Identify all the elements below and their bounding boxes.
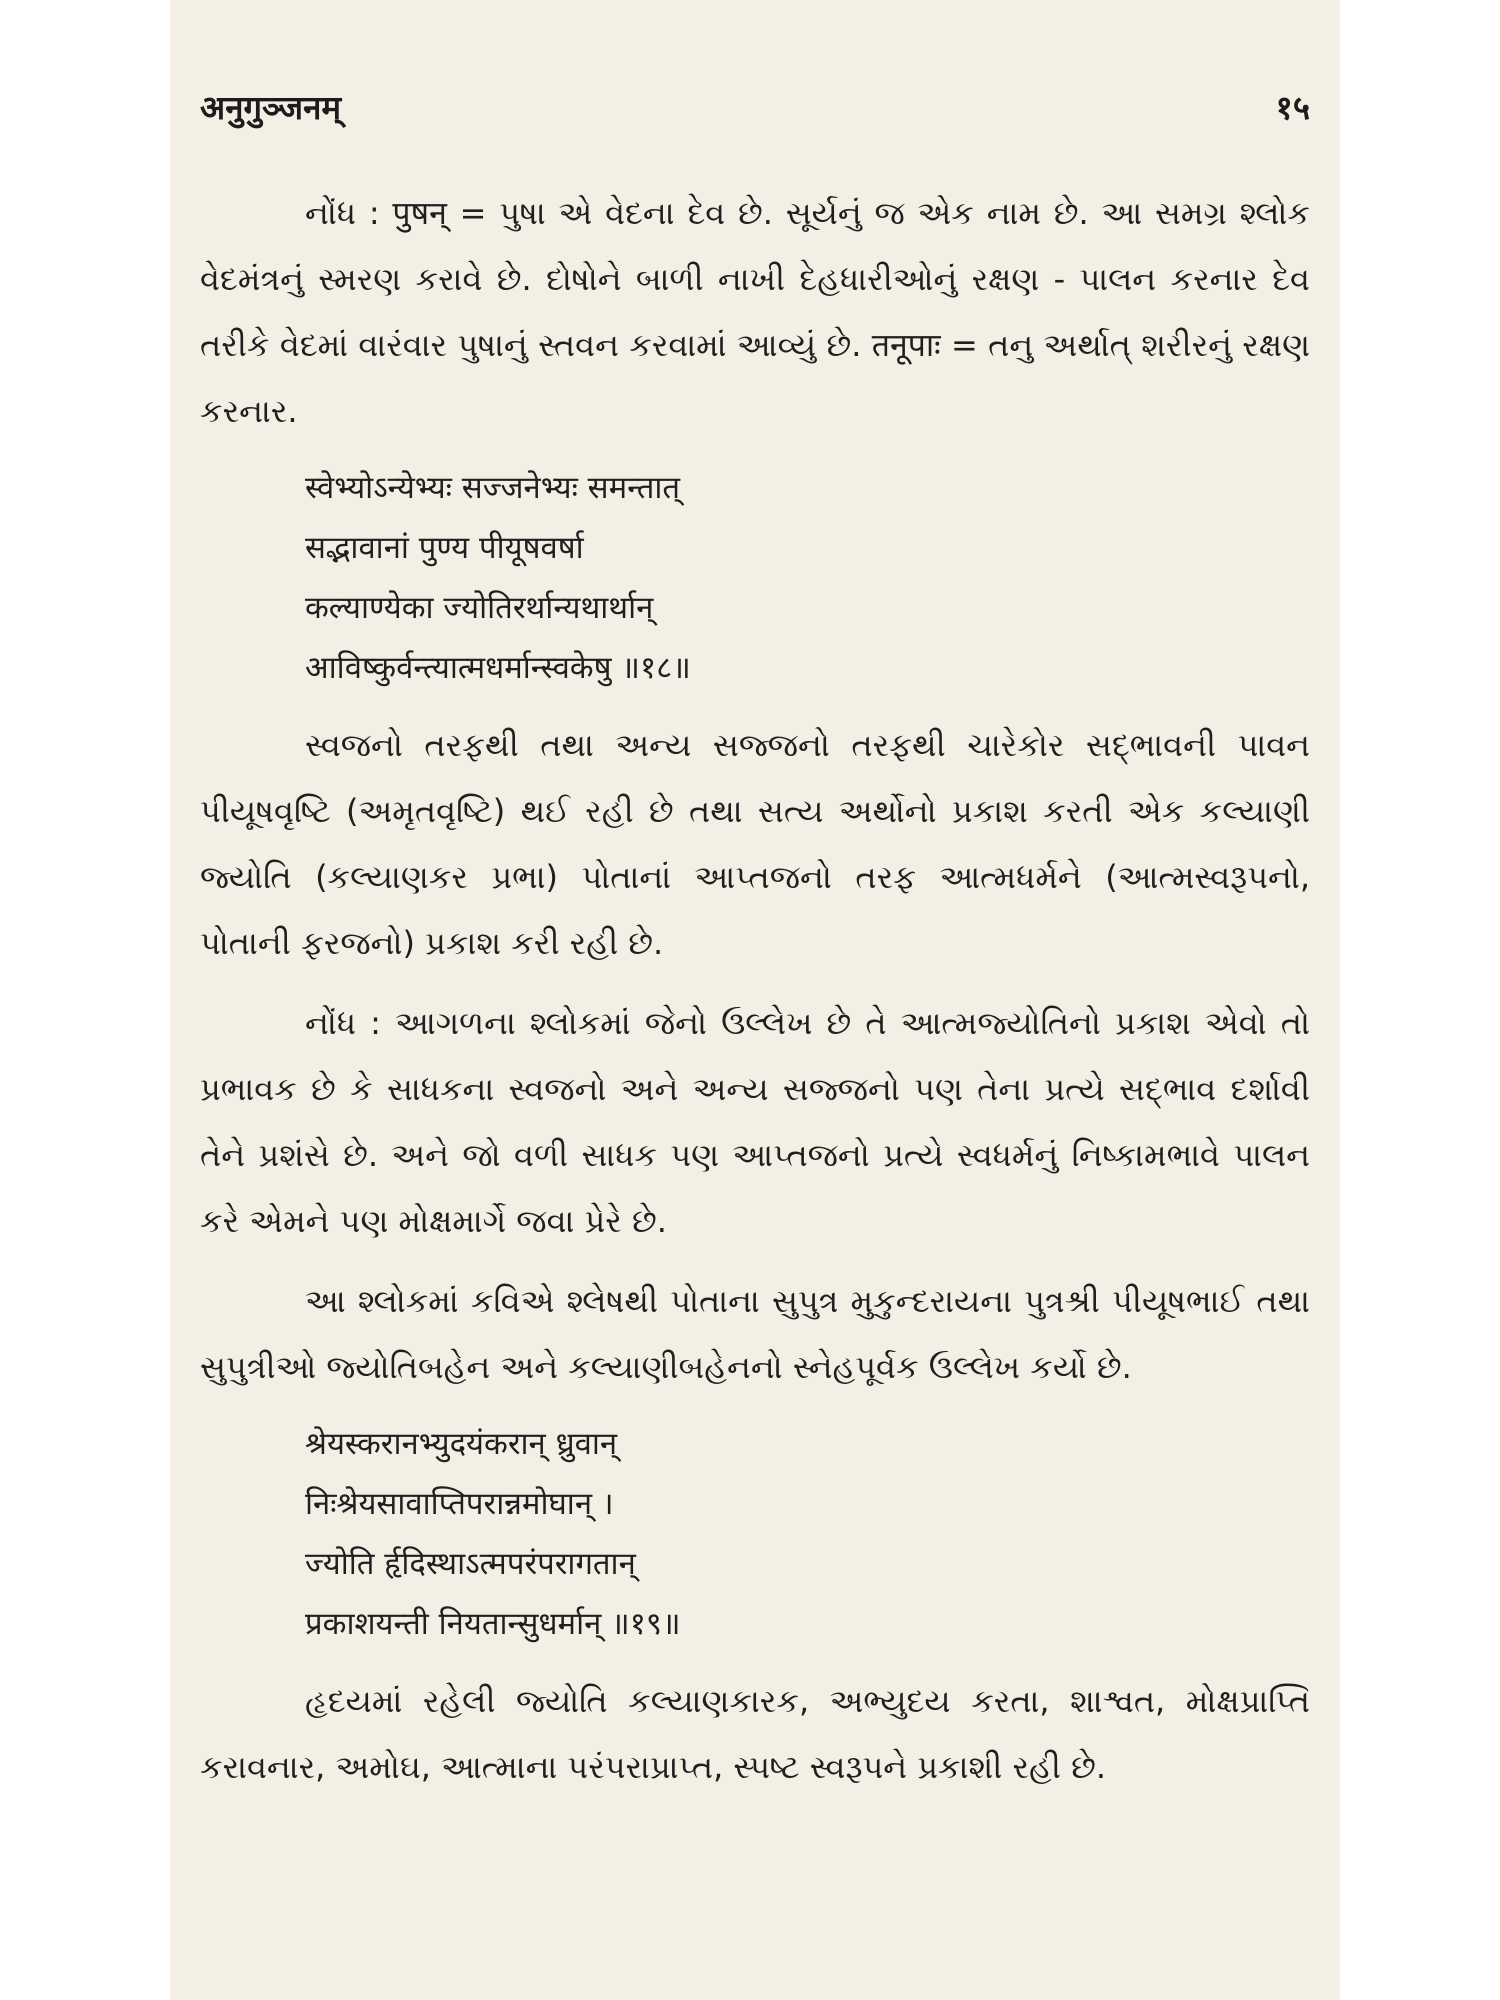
page-header <box>200 84 1310 144</box>
verse-line: ज्योति र्हृदिस्थाऽत्मपरंपरागतान् <box>305 1546 636 1582</box>
note-paragraph: નોંધ : આગળના શ્લોકમાં જેનો ઉલ્લેખ છે તે આત્મજ્યોતિનો પ્રકાશ એવો તો પ્રભાવક છે કે સાધકના સ્વજનો અને અન્ય સજ્જનો પણ તેના પ્રત્યે સદ્ભાવ દર્શાવી તેને પ્રશંસે છે. અને જો વળી સાધક પણ આપ્તજનો પ્રત્યે સ્વધર્મનું નિષ્કામભાવે પાલન કરે એમને પણ મોક્ષમાર્ગે જવા પ્રેરે છે. <box>200 1004 1310 1240</box>
verse-line: प्रकाशयन्ती नियतान्सुधर्मान् ॥१९॥ <box>305 1606 681 1642</box>
running-title: अनुगुञ्जनम् <box>200 88 342 127</box>
translation-paragraph: સ્વજનો તરફથી તથા અન્ય સજ્જનો તરફથી ચારેકોર સદ્ભાવની પાવન પીયૂષવૃષ્ટિ (અમૃતવૃષ્ટિ) થઈ રહી છે તથા સત્ય અર્થોનો પ્રકાશ કરતી એક કલ્યાણી જ્યોતિ (કલ્યાણકર પ્રભા) પોતાનાં આપ્તજનો તરફ આત્મધર્મને (આત્મસ્વરૂપનો, પોતાની ફરજનો) પ્રકાશ કરી રહી છે. <box>200 726 1310 962</box>
verse-line: सद्भावानां पुण्य पीयूषवर्षा <box>305 530 584 566</box>
verse-18 <box>305 458 1310 698</box>
page-number: १५ <box>1275 88 1310 127</box>
note-paragraph: નોંધ : पुषन् = પુષા એ વેદના દેવ છે. સૂર્યનું જ એક નામ છે. આ સમગ્ર શ્લોક વેદમંત્રનું સ્મરણ કરાવે છે. દોષોને બાળી નાખી દેહધારીઓનું રક્ષણ - પાલન કરનાર દેવ તરીકે વેદમાં વારંવાર પુષાનું સ્તવન કરવામાં આવ્યું છે. तनूपाः = તનુ અર્થાત્ શરીરનું રક્ષણ કરનાર. <box>200 194 1310 430</box>
page-body <box>200 180 1310 1814</box>
verse-line: आविष्कुर्वन्त्यात्मधर्मान्स्वकेषु ॥१८॥ <box>305 650 691 686</box>
verse-line: श्रेयस्करानभ्युदयंकरान् ध्रुवान् <box>305 1426 618 1462</box>
commentary-paragraph: આ શ્લોકમાં કવિએ શ્લેષથી પોતાના સુપુત્ર મુકુન્દરાયના પુત્રશ્રી પીયૂષભાઈ તથા સુપુત્રીઓ જ્યોતિબહેન અને કલ્યાણીબહેનનો સ્નેહપૂર્વક ઉલ્લેખ કર્યો છે. <box>200 1282 1310 1386</box>
book-page <box>170 0 1340 2000</box>
verse-line: कल्याण्येका ज्योतिरर्थान्यथार्थान् <box>305 590 654 626</box>
verse-line: स्वेभ्योऽन्येभ्यः सज्जनेभ्यः समन्तात् <box>305 470 681 506</box>
translation-paragraph: હૃદયમાં રહેલી જ્યોતિ કલ્યાણકારક, અભ્યુદય કરતા, શાશ્વત, મોક્ષપ્રાપ્તિ કરાવનાર, અમોઘ, આત્માના પરંપરાપ્રાપ્ત, સ્પષ્ટ સ્વરૂપને પ્રકાશી રહી છે. <box>200 1682 1310 1786</box>
verse-19 <box>305 1414 1310 1654</box>
verse-line: निःश्रेयसावाप्तिपरान्नमोघान् । <box>305 1486 614 1522</box>
